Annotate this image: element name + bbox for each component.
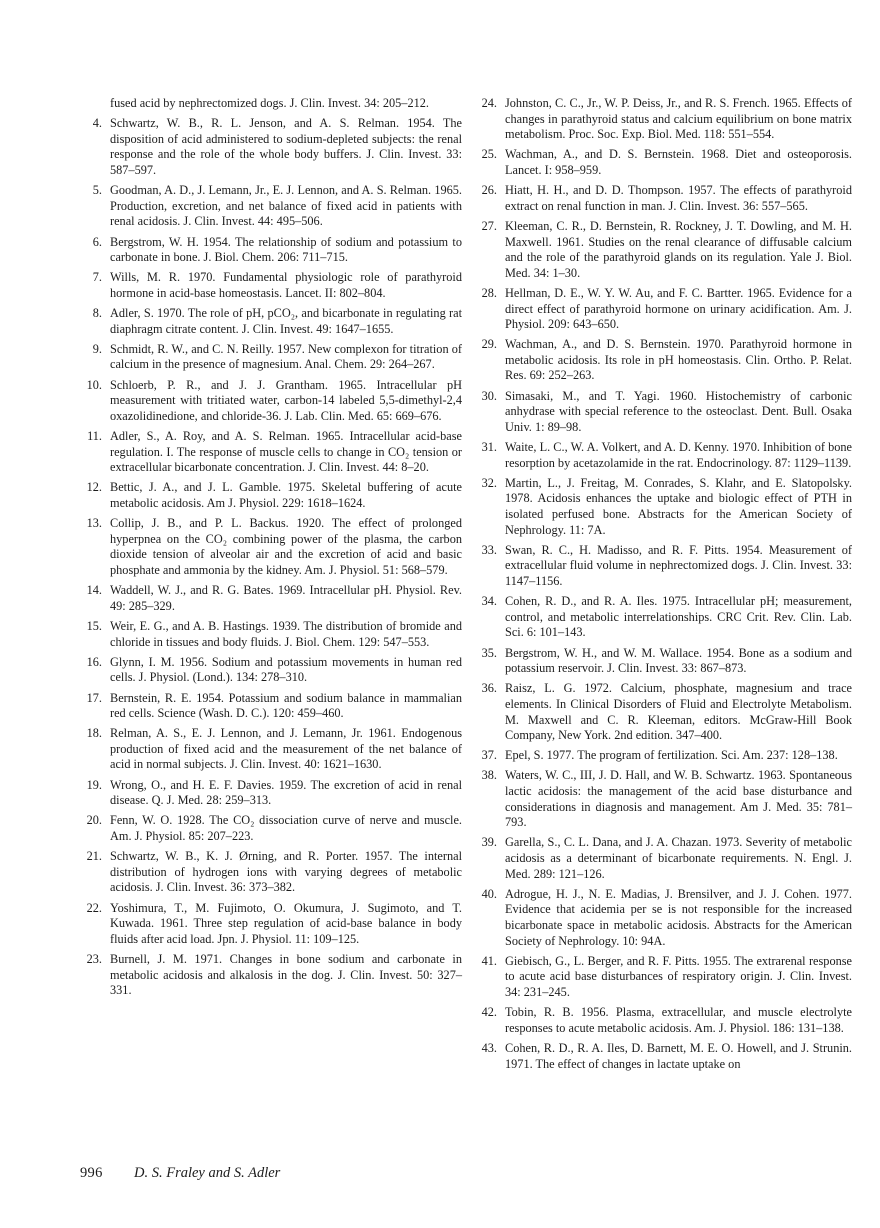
reference-number: 6.: [92, 234, 102, 249]
reference-item: [475, 389, 852, 436]
reference-item: [475, 594, 852, 641]
reference-text: Simasaki, M., and T. Yagi. 1960. Histochemistry of carbonic anhydrase with special reference to the osteoclast. Dent. Bull. Osaka Univ. 1: 89–98.: [505, 388, 852, 434]
reference-text: Hiatt, H. H., and D. D. Thompson. 1957. The effects of parathyroid extract on renal function in man. J. Clin. Invest. 36: 557–565.: [505, 183, 852, 213]
reference-text: Cohen, R. D., and R. A. Iles. 1975. Intracellular pH; measurement, control, and metabolic interrelationships. CRC Crit. Rev. Clin. Lab. Sci. 6: 101–143.: [505, 594, 852, 640]
reference-item: [80, 378, 462, 425]
reference-text: Swan, R. C., H. Madisso, and R. F. Pitts. 1954. Measurement of extracellular fluid volume in nephrectomized dogs. J. Clin. Invest. 33: 1147–1156.: [505, 542, 852, 588]
reference-number: 42.: [481, 1005, 497, 1020]
reference-number: 31.: [481, 440, 497, 455]
reference-number: 23.: [86, 951, 102, 966]
reference-number: 34.: [481, 594, 497, 609]
reference-list-left: [80, 96, 462, 999]
reference-number: 16.: [86, 654, 102, 669]
reference-number: 27.: [481, 218, 497, 233]
reference-text: Johnston, C. C., Jr., W. P. Deiss, Jr., and R. S. French. 1965. Effects of changes in parathyroid status and calcium equilibrium on bone matrix metabolism. Proc. Soc. Exp. Biol. Med. 118: 551–554.: [505, 96, 852, 142]
reference-item: [475, 954, 852, 1001]
reference-item: [80, 901, 462, 948]
reference-item: [80, 270, 462, 301]
reference-number: 9.: [92, 341, 102, 356]
reference-item: [80, 583, 462, 614]
reference-number: 32.: [481, 475, 497, 490]
reference-text: Glynn, I. M. 1956. Sodium and potassium movements in human red cells. J. Physiol. (Lond.). 134: 278–310.: [110, 654, 462, 685]
reference-number: 19.: [86, 777, 102, 792]
reference-item: [475, 147, 852, 178]
reference-text: Bergstrom, W. H. 1954. The relationship of sodium and potassium to carbonate in bone. J. Biol. Chem. 206: 711–715.: [110, 234, 462, 265]
reference-text: fused acid by nephrectomized dogs. J. Clin. Invest. 34: 205–212.: [110, 96, 429, 110]
reference-text: Waite, L. C., W. A. Volkert, and A. D. Kenny. 1970. Inhibition of bone resorption by acetazolamide in the rat. Endocrinology. 87: 1129–1139.: [505, 440, 852, 470]
reference-item: [475, 768, 852, 830]
reference-text: Wachman, A., and D. S. Bernstein. 1968. Diet and osteoporosis. Lancet. I: 958–959.: [505, 147, 852, 177]
reference-item: [475, 337, 852, 384]
reference-item: [80, 235, 462, 266]
reference-number: 4.: [92, 116, 102, 131]
reference-number: 37.: [481, 748, 497, 763]
reference-text: Waters, W. C., III, J. D. Hall, and W. B. Schwartz. 1963. Spontaneous lactic acidosis: the management of the acid base disturbance and considerations in diagnosis and management. Am J. Med. 35: 781–793.: [505, 768, 852, 830]
reference-item: [475, 183, 852, 214]
page-footer: [80, 1165, 281, 1182]
reference-item: [80, 726, 462, 773]
reference-number: 7.: [92, 270, 102, 285]
reference-text: Goodman, A. D., J. Lemann, Jr., E. J. Lennon, and A. S. Relman. 1965. Production, excretion, and net balance of fixed acid in patients with renal acidosis. J. Clin. Invest. 44: 495–506.: [110, 183, 462, 229]
reference-number: 33.: [481, 542, 497, 557]
reference-text: Wachman, A., and D. S. Bernstein. 1970. Parathyroid hormone in metabolic acidosis. Its role in pH homeostasis. Clin. Ortho. P. Relat. Res. 69: 252–263.: [505, 337, 852, 383]
reference-number: 21.: [86, 849, 102, 864]
reference-item: [80, 342, 462, 373]
reference-number: 26.: [481, 183, 497, 198]
reference-item: [475, 286, 852, 333]
reference-item: [475, 887, 852, 949]
reference-text: Relman, A. S., E. J. Lennon, and J. Lemann, Jr. 1961. Endogenous production of fixed acid and the measurement of the net balance of acid in normal subjects. J. Clin. Invest. 40: 1621–1630.: [110, 726, 462, 772]
reference-text: Garella, S., C. L. Dana, and J. A. Chazan. 1973. Severity of metabolic acidosis as a determinant of bicarbonate requirements. N. Engl. J. Med. 289: 121–126.: [505, 835, 852, 881]
reference-text: Schloerb, P. R., and J. J. Grantham. 1965. Intracellular pH measurement with tritiated water, carbon-14 labeled 5,5-dimethyl-2,4 oxazolidinedione, and chloride-36. J. Lab. Clin. Med. 65: 669–676.: [110, 377, 462, 423]
reference-number: 38.: [481, 768, 497, 783]
reference-item: [80, 516, 462, 578]
reference-text: Schwartz, W. B., K. J. Ørning, and R. Porter. 1957. The internal distribution of hydrogen ions with varying degrees of metabolic acidosis. J. Clin. Invest. 36: 373–382.: [110, 849, 462, 895]
reference-item: [475, 96, 852, 143]
reference-number: 30.: [481, 388, 497, 403]
reference-item: [80, 691, 462, 722]
reference-item: [475, 681, 852, 743]
reference-number: 36.: [481, 681, 497, 696]
reference-text: Schwartz, W. B., R. L. Jenson, and A. S. Relman. 1954. The disposition of acid administered to sodium-depleted subjects: the renal response and the role of the whole body buffers. J. Clin. Invest. 33: 587–597.: [110, 116, 462, 177]
reference-text: Bettic, J. A., and J. L. Gamble. 1975. Skeletal buffering of acute metabolic acidosis. Am J. Physiol. 229: 1618–1624.: [110, 480, 462, 510]
page-number: 996: [80, 1165, 103, 1181]
reference-item: [80, 116, 462, 178]
reference-number: 17.: [86, 690, 102, 705]
reference-item: [475, 219, 852, 281]
reference-number: 39.: [481, 835, 497, 850]
reference-number: 40.: [481, 886, 497, 901]
reference-text: Hellman, D. E., W. Y. W. Au, and F. C. Bartter. 1965. Evidence for a direct effect of parathyroid hormone on urinary acidification. Am. J. Physiol. 209: 643–650.: [505, 285, 852, 332]
reference-text: Adrogue, H. J., N. E. Madias, J. Brensilver, and J. J. Cohen. 1977. Evidence that acidemia per se is not responsible for the increased bicarbonate space in metabolic acidosis. Abstracts for the American Society of Nephrology. 10: 94A.: [505, 886, 852, 948]
reference-number: 25.: [481, 147, 497, 162]
reference-number: 8.: [92, 306, 102, 321]
reference-text: Kleeman, C. R., D. Bernstein, R. Rockney, J. T. Dowling, and M. H. Maxwell. 1961. Studies on the renal clearance of diffusable calcium and the role of the parathyroid glands on its regulation. Yale J. Biol. Med. 34: 1–30.: [505, 218, 852, 280]
reference-number: 13.: [86, 516, 102, 531]
reference-text: Raisz, L. G. 1972. Calcium, phosphate, magnesium and trace elements. In Clinical Disorders of Fluid and Electrolyte Metabolism. M. Maxwell and C. R. Kleeman, editors. McGraw-Hill Book Company, New York. 2nd edition. 347–400.: [505, 681, 852, 743]
reference-number: 5.: [92, 183, 102, 198]
reference-item: [475, 1041, 852, 1072]
reference-text: Wills, M. R. 1970. Fundamental physiologic role of parathyroid hormone in acid-base homeostasis. Lancet. II: 802–804.: [110, 270, 462, 300]
reference-item: [475, 476, 852, 538]
reference-number: 15.: [86, 618, 102, 633]
reference-number: 35.: [481, 645, 497, 660]
reference-number: 28.: [481, 285, 497, 300]
reference-item: [80, 183, 462, 230]
running-authors: D. S. Fraley and S. Adler: [134, 1165, 281, 1181]
reference-text: Cohen, R. D., R. A. Iles, D. Barnett, M. E. O. Howell, and J. Strunin. 1971. The effect of changes in lactate uptake on: [505, 1040, 852, 1071]
reference-text: Bernstein, R. E. 1954. Potassium and sodium balance in mammalian red cells. Science (Wash. D. C.). 120: 459–460.: [110, 690, 462, 721]
reference-text: Epel, S. 1977. The program of fertilization. Sci. Am. 237: 128–138.: [505, 748, 838, 763]
reference-text: Schmidt, R. W., and C. N. Reilly. 1957. New complexon for titration of calcium in the presence of magnesium. Anal. Chem. 29: 264–267.: [110, 341, 462, 372]
reference-text: Weir, E. G., and A. B. Hastings. 1939. The distribution of bromide and chloride in tissues and body fluids. J. Biol. Chem. 129: 547–553.: [110, 618, 462, 649]
reference-number: 12.: [86, 480, 102, 495]
reference-item: [475, 835, 852, 882]
reference-text: Tobin, R. B. 1956. Plasma, extracellular, and muscle electrolyte responses to acute metabolic acidosis. Am. J. Physiol. 186: 131–138.: [505, 1005, 852, 1035]
reference-item: [80, 813, 462, 844]
reference-item: [80, 429, 462, 476]
reference-item: [80, 655, 462, 686]
reference-item: [80, 480, 462, 511]
reference-text: Collip, J. B., and P. L. Backus. 1920. The effect of prolonged hyperpnea on the CO₂ combining power of the plasma, the carbon dioxide tension of alveolar air and the excretion of acid and basic phosphate and ammonia by the kidney. Am. J. Physiol. 51: 568–579.: [110, 516, 462, 577]
reference-number: 43.: [481, 1040, 497, 1055]
reference-number: 11.: [87, 429, 102, 444]
reference-item: [80, 619, 462, 650]
reference-text: Bergstrom, W. H., and W. M. Wallace. 1954. Bone as a sodium and potassium reservoir. J. Clin. Invest. 33: 867–873.: [505, 645, 852, 676]
reference-item: [80, 849, 462, 896]
reference-text: Wrong, O., and H. E. F. Davies. 1959. The excretion of acid in renal disease. Q. J. Med. 28: 259–313.: [110, 777, 462, 808]
reference-item: [80, 96, 462, 112]
reference-number: 41.: [481, 953, 497, 968]
reference-item: [475, 1005, 852, 1036]
reference-text: Fenn, W. O. 1928. The CO₂ dissociation curve of nerve and muscle. Am. J. Physiol. 85: 207–223.: [110, 813, 462, 844]
reference-list-right: [475, 96, 852, 1072]
reference-number: 20.: [86, 813, 102, 828]
reference-text: Adler, S. 1970. The role of pH, pCO₂, and bicarbonate in regulating rat diaphragm citrate content. J. Clin. Invest. 49: 1647–1655.: [110, 306, 462, 336]
reference-text: Yoshimura, T., M. Fujimoto, O. Okumura, J. Sugimoto, and T. Kuwada. 1961. Three step regulation of acid-base balance in body fluids after acid load. Jpn. J. Physiol. 11: 109–125.: [110, 900, 462, 946]
reference-text: Martin, L., J. Freitag, M. Conrades, S. Klahr, and E. Slatopolsky. 1978. Acidosis enhances the uptake and biologic effect of PTH in isolated perfused bone. Abstracts for the American Society of Nephrology. 11: 7A.: [505, 475, 852, 537]
reference-item: [475, 748, 852, 764]
reference-number: 29.: [481, 337, 497, 352]
reference-item: [475, 440, 852, 471]
reference-text: Giebisch, G., L. Berger, and R. F. Pitts. 1955. The extrarenal response to acute acid base disturbances of respiratory origin. J. Clin. Invest. 34: 231–245.: [505, 953, 852, 999]
reference-item: [475, 646, 852, 677]
reference-text: Adler, S., A. Roy, and A. S. Relman. 1965. Intracellular acid-base regulation. I. The response of muscle cells to change in CO₂ tension or extracellular bicarbonate concentration. J. Clin. Invest. 44: 8–20.: [110, 429, 462, 475]
reference-number: 22.: [86, 900, 102, 915]
reference-item: [80, 306, 462, 337]
reference-number: 24.: [481, 96, 497, 110]
reference-item: [80, 952, 462, 999]
reference-item: [475, 543, 852, 590]
reference-number: 10.: [86, 377, 102, 392]
reference-item: [80, 778, 462, 809]
reference-number: 18.: [86, 726, 102, 741]
reference-number: 14.: [86, 583, 102, 598]
reference-text: Burnell, J. M. 1971. Changes in bone sodium and carbonate in metabolic acidosis and alkalosis in the dog. J. Clin. Invest. 50: 327–331.: [110, 951, 462, 998]
reference-text: Waddell, W. J., and R. G. Bates. 1969. Intracellular pH. Physiol. Rev. 49: 285–329.: [110, 583, 462, 613]
